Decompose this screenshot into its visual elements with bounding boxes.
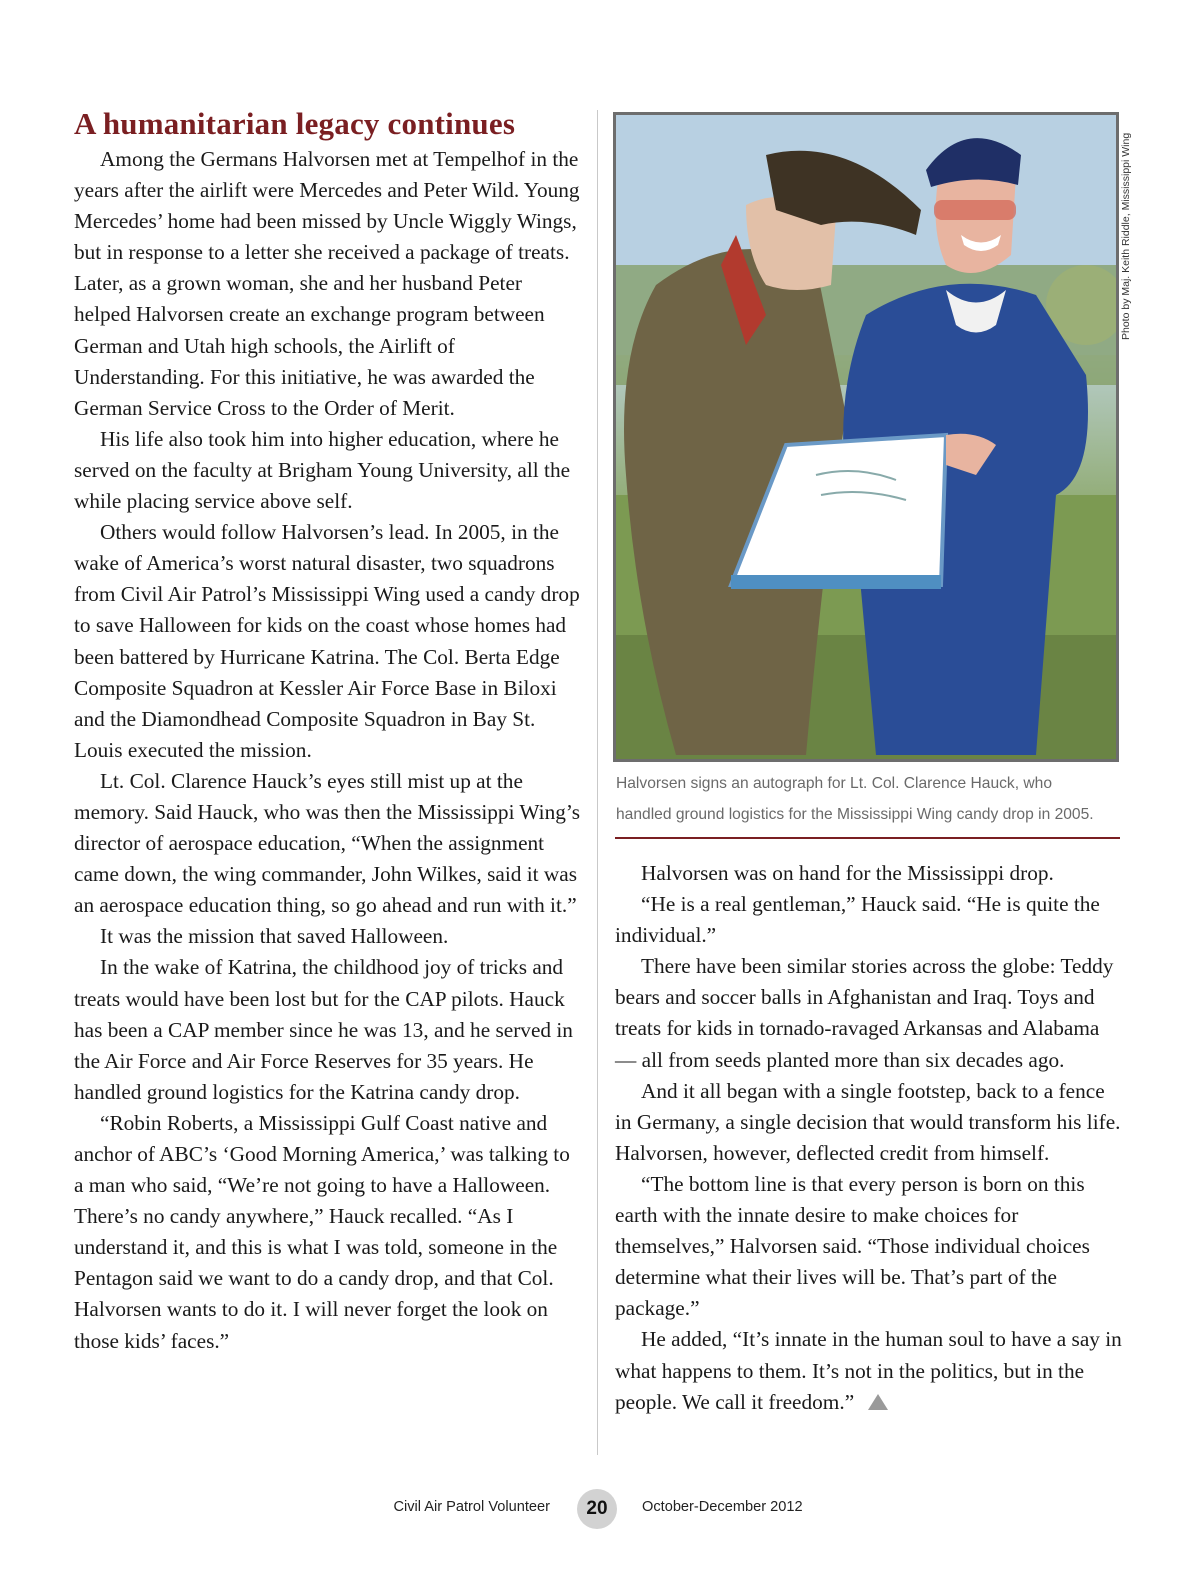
body-paragraph: There have been similar stories across the globe: Teddy bears and soccer balls in Afghanistan and Iraq. Toys and treats for kids in tornado-ravaged Arkansas and Alabama — all from seeds planted more than six decades ago. xyxy=(615,954,1114,1072)
body-paragraph: Others would follow Halvorsen’s lead. In 2005, in the wake of America’s worst natural disaster, two squadrons from Civil Air Patrol’s Mississippi Wing used a candy drop to save Halloween for kids on the coast whose homes had been battered by Hurricane Katrina. The Col. Berta Edge Composite Squadron at Kessler Air Force Base in Biloxi and the Diamondhead Composite Squadron in Bay St. Louis executed the mission. xyxy=(74,520,580,762)
caption-line: handled ground logistics for the Mississippi Wing candy drop in 2005. xyxy=(616,806,1094,823)
photo-illustration xyxy=(616,115,1116,759)
body-paragraph: Among the Germans Halvorsen met at Tempelhof in the years after the airlift were Mercedes and Peter Wild. Young Mercedes’ home had been missed by Uncle Wiggly Wings, but in response to a letter she received a package of treats. Later, as a grown woman, she and her husband Peter helped Halvorsen create an exchange program between German and Utah high schools, the Airlift of Understanding. For this initiative, he was awarded the German Service Cross to the Order of Merit. xyxy=(74,147,580,420)
article-photo xyxy=(613,112,1119,762)
body-paragraph: Lt. Col. Clarence Hauck’s eyes still mist up at the memory. Said Hauck, who was then the Mississippi Wing’s director of aerospace education, “When the assignment came down, the wing commander, John Wilkes, said it was an aerospace education thing, so go ahead and run with it.” xyxy=(74,768,581,918)
body-paragraph: “The bottom line is that every person is born on this earth with the innate desire to make choices for themselves,” Halvorsen said. “Those individual choices determine what their lives will be. That’s part of the package.” xyxy=(615,1171,1090,1321)
photo-caption xyxy=(616,768,1126,830)
caption-line: Halvorsen signs an autograph for Lt. Col. Clarence Hauck, who xyxy=(616,775,1052,792)
body-paragraph: It was the mission that saved Halloween. xyxy=(100,924,449,949)
body-paragraph: His life also took him into higher education, where he served on the faculty at Brigham Young University, all the while placing service above self. xyxy=(74,426,571,514)
left-column xyxy=(74,144,584,1357)
final-paragraph-text: He added, “It’s innate in the human soul to have a say in what happens to them. It’s not in the politics, but in the people. We call it freedom.” xyxy=(615,1327,1122,1414)
caption-rule xyxy=(615,837,1120,839)
footer-publication: Civil Air Patrol Volunteer xyxy=(393,1499,550,1515)
body-paragraph xyxy=(615,1324,1125,1417)
photo-credit: Photo by Maj. Keith Riddle, Mississippi Wing xyxy=(1120,132,1132,340)
body-paragraph: And it all began with a single footstep, back to a fence in Germany, a single decision that would transform his life. Halvorsen, however, deflected credit from himself. xyxy=(615,1078,1121,1165)
article-heading: A humanitarian legacy continues xyxy=(74,106,516,141)
right-column xyxy=(615,858,1125,1418)
footer-issue: October-December 2012 xyxy=(642,1499,803,1515)
end-of-story-icon xyxy=(868,1394,888,1410)
page-number-badge: 20 xyxy=(577,1489,617,1529)
body-paragraph: “Robin Roberts, a Mississippi Gulf Coast native and anchor of ABC’s ‘Good Morning America,’ was talking to a man who said, “We’re not going to have a Halloween. There’s no candy anywhere,” Hauck recalled. “As I understand it, and this is what I was told, someone in the Pentagon said we want to do a candy drop, and that Col. Halvorsen wants to do it. I will never forget the look on those kids’ faces.” xyxy=(74,1110,570,1353)
column-divider xyxy=(597,110,598,1455)
body-paragraph: “He is a real gentleman,” Hauck said. “He is quite the individual.” xyxy=(615,892,1100,948)
body-paragraph: In the wake of Katrina, the childhood joy of tricks and treats would have been lost but for the CAP pilots. Hauck has been a CAP member since he was 13, and he served in the Air Force and Air Force Reserves for 35 years. He handled ground logistics for the Katrina candy drop. xyxy=(74,955,573,1104)
body-paragraph: Halvorsen was on hand for the Mississippi drop. xyxy=(641,861,1054,885)
